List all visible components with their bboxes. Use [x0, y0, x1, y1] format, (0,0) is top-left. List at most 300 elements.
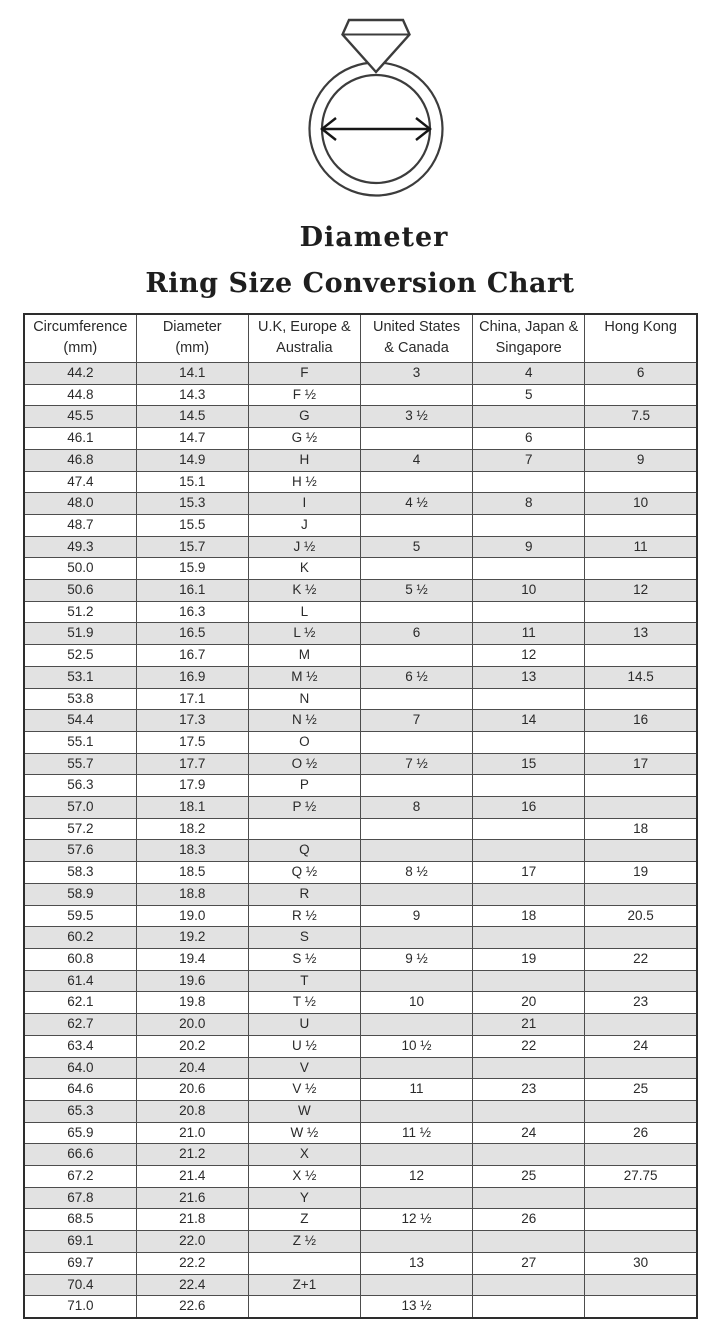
table-cell: 7 ½ [360, 753, 472, 775]
table-cell: 16 [473, 797, 585, 819]
table-cell [473, 1144, 585, 1166]
table-cell: L ½ [248, 623, 360, 645]
table-cell: 17.7 [136, 753, 248, 775]
table-row [24, 927, 697, 949]
table-cell: P ½ [248, 797, 360, 819]
table-cell [473, 1274, 585, 1296]
table-cell: S [248, 927, 360, 949]
table-cell: 9 [585, 449, 697, 471]
table-cell: 11 ½ [360, 1122, 472, 1144]
table-cell [585, 775, 697, 797]
table-cell: 17.5 [136, 731, 248, 753]
table-cell: 17 [473, 862, 585, 884]
table-row [24, 1166, 697, 1188]
table-cell: 14.5 [585, 666, 697, 688]
table-cell: 47.4 [24, 471, 136, 493]
table-cell: 15.3 [136, 493, 248, 515]
table-cell: 14.3 [136, 384, 248, 406]
table-row [24, 1122, 697, 1144]
table-cell: 19.4 [136, 948, 248, 970]
table-cell [585, 927, 697, 949]
table-row [24, 363, 697, 385]
table-row [24, 970, 697, 992]
table-cell: 14 [473, 710, 585, 732]
table-cell: 16.1 [136, 580, 248, 602]
table-cell [360, 601, 472, 623]
table-cell: 16.3 [136, 601, 248, 623]
table-cell: 12 [585, 580, 697, 602]
table-cell: 25 [473, 1166, 585, 1188]
table-cell: 48.0 [24, 493, 136, 515]
table-cell: 15.7 [136, 536, 248, 558]
table-cell: 21.6 [136, 1187, 248, 1209]
table-cell: O [248, 731, 360, 753]
table-row [24, 753, 697, 775]
table-body [24, 363, 697, 1318]
table-cell: X [248, 1144, 360, 1166]
page-title: Ring Size Conversion Chart [145, 268, 575, 299]
column-header: Diameter (mm) [136, 314, 248, 363]
table-row [24, 1209, 697, 1231]
table-cell: 16.9 [136, 666, 248, 688]
table-cell [360, 818, 472, 840]
table-cell: 22.0 [136, 1231, 248, 1253]
column-header: Circumference (mm) [24, 314, 136, 363]
table-cell: T ½ [248, 992, 360, 1014]
table-cell: 62.7 [24, 1014, 136, 1036]
table-cell [585, 688, 697, 710]
table-cell: 55.7 [24, 753, 136, 775]
table-cell: 18.2 [136, 818, 248, 840]
table-cell: 18 [585, 818, 697, 840]
table-cell: 6 ½ [360, 666, 472, 688]
table-cell: 21.0 [136, 1122, 248, 1144]
table-cell [360, 883, 472, 905]
table-row [24, 992, 697, 1014]
table-cell: 7 [360, 710, 472, 732]
table-cell: 63.4 [24, 1035, 136, 1057]
table-cell: 22.6 [136, 1296, 248, 1318]
table-cell [473, 970, 585, 992]
table-cell [585, 514, 697, 536]
table-cell [360, 558, 472, 580]
table-cell [473, 775, 585, 797]
table-cell: 19.8 [136, 992, 248, 1014]
table-cell [585, 384, 697, 406]
table-row [24, 623, 697, 645]
table-cell: 21.8 [136, 1209, 248, 1231]
table-cell [473, 1187, 585, 1209]
table-cell: 15.9 [136, 558, 248, 580]
table-cell [585, 1296, 697, 1318]
table-row [24, 1252, 697, 1274]
table-cell: 4 ½ [360, 493, 472, 515]
table-row [24, 948, 697, 970]
table-cell: 18.8 [136, 883, 248, 905]
table-cell: 14.1 [136, 363, 248, 385]
table-cell: 61.4 [24, 970, 136, 992]
diamond-ring-icon [296, 13, 456, 201]
table-cell [585, 1100, 697, 1122]
table-cell: N ½ [248, 710, 360, 732]
table-cell [473, 514, 585, 536]
table-cell [360, 1014, 472, 1036]
table-cell [585, 731, 697, 753]
table-row [24, 1057, 697, 1079]
table-cell: R ½ [248, 905, 360, 927]
table-cell: 8 ½ [360, 862, 472, 884]
table-cell: 5 [360, 536, 472, 558]
table-cell: 52.5 [24, 645, 136, 667]
table-cell: 22 [473, 1035, 585, 1057]
table-row [24, 1187, 697, 1209]
table-cell: 48.7 [24, 514, 136, 536]
table-cell: 68.5 [24, 1209, 136, 1231]
table-cell: Z ½ [248, 1231, 360, 1253]
table-cell: 65.3 [24, 1100, 136, 1122]
table-cell: 6 [585, 363, 697, 385]
table-cell [585, 471, 697, 493]
table-cell: 15.5 [136, 514, 248, 536]
table-cell: 13 ½ [360, 1296, 472, 1318]
table-cell [473, 840, 585, 862]
table-cell [248, 1252, 360, 1274]
table-cell: 6 [360, 623, 472, 645]
table-cell [473, 601, 585, 623]
table-row [24, 818, 697, 840]
column-header: U.K, Europe & Australia [248, 314, 360, 363]
table-cell: 8 [360, 797, 472, 819]
table-row [24, 514, 697, 536]
table-cell [585, 601, 697, 623]
table-cell: U ½ [248, 1035, 360, 1057]
table-cell [360, 645, 472, 667]
table-row [24, 449, 697, 471]
table-cell [585, 1209, 697, 1231]
table-cell: 9 ½ [360, 948, 472, 970]
table-cell: 20.0 [136, 1014, 248, 1036]
table-cell [473, 883, 585, 905]
table-cell: 50.0 [24, 558, 136, 580]
diameter-label: Diameter [299, 222, 449, 253]
table-cell: 44.8 [24, 384, 136, 406]
table-row [24, 558, 697, 580]
table-cell: X ½ [248, 1166, 360, 1188]
table-cell: W [248, 1100, 360, 1122]
table-cell: 4 [473, 363, 585, 385]
table-cell [360, 1231, 472, 1253]
table-cell: 18.1 [136, 797, 248, 819]
table-cell [585, 1144, 697, 1166]
table-cell: Z [248, 1209, 360, 1231]
table-cell: 16.7 [136, 645, 248, 667]
table-cell: 51.9 [24, 623, 136, 645]
table-row [24, 1274, 697, 1296]
table-cell [473, 1057, 585, 1079]
table-cell [360, 1100, 472, 1122]
table-cell: 26 [585, 1122, 697, 1144]
table-cell: 7 [473, 449, 585, 471]
table-header-row [24, 314, 697, 363]
table-cell: 18 [473, 905, 585, 927]
table-row [24, 905, 697, 927]
table-cell: 64.6 [24, 1079, 136, 1101]
table-cell: 20.6 [136, 1079, 248, 1101]
table-cell: 69.1 [24, 1231, 136, 1253]
table-cell: 3 ½ [360, 406, 472, 428]
table-cell: 44.2 [24, 363, 136, 385]
table-cell: 45.5 [24, 406, 136, 428]
table-cell: 25 [585, 1079, 697, 1101]
table-cell: 20 [473, 992, 585, 1014]
table-cell [248, 1296, 360, 1318]
table-cell: 50.6 [24, 580, 136, 602]
table-cell: 57.6 [24, 840, 136, 862]
table-cell: 16 [585, 710, 697, 732]
table-row [24, 580, 697, 602]
table-cell: 65.9 [24, 1122, 136, 1144]
table-cell [473, 471, 585, 493]
table-row [24, 406, 697, 428]
table-cell: M [248, 645, 360, 667]
table-cell: G ½ [248, 428, 360, 450]
table-cell [360, 514, 472, 536]
table-row [24, 1231, 697, 1253]
table-cell: I [248, 493, 360, 515]
table-cell: 58.9 [24, 883, 136, 905]
table-cell: 7.5 [585, 406, 697, 428]
table-cell: U [248, 1014, 360, 1036]
table-row [24, 666, 697, 688]
table-cell [473, 1231, 585, 1253]
table-row [24, 471, 697, 493]
table-cell: 21.2 [136, 1144, 248, 1166]
table-cell: 19.0 [136, 905, 248, 927]
table-cell [473, 688, 585, 710]
table-cell: M ½ [248, 666, 360, 688]
table-row [24, 428, 697, 450]
table-row [24, 862, 697, 884]
table-cell: 11 [473, 623, 585, 645]
table-cell: 21.4 [136, 1166, 248, 1188]
table-cell: 11 [360, 1079, 472, 1101]
diamond-ring-figure [296, 13, 456, 201]
table-cell: 55.1 [24, 731, 136, 753]
table-cell: 12 ½ [360, 1209, 472, 1231]
table-cell: 19.2 [136, 927, 248, 949]
table-cell: 56.3 [24, 775, 136, 797]
table-cell [360, 471, 472, 493]
table-cell: W ½ [248, 1122, 360, 1144]
table-cell [585, 1057, 697, 1079]
table-cell: 3 [360, 363, 472, 385]
table-cell: 67.8 [24, 1187, 136, 1209]
table-cell: O ½ [248, 753, 360, 775]
table-cell: 70.4 [24, 1274, 136, 1296]
table-cell: 15.1 [136, 471, 248, 493]
table-cell [360, 731, 472, 753]
table-cell [360, 1274, 472, 1296]
table-cell [473, 406, 585, 428]
table-row [24, 601, 697, 623]
table-cell: 10 ½ [360, 1035, 472, 1057]
table-cell: 13 [473, 666, 585, 688]
table-row [24, 883, 697, 905]
table-cell: 18.5 [136, 862, 248, 884]
table-cell: J ½ [248, 536, 360, 558]
table-cell: P [248, 775, 360, 797]
table-cell: 57.0 [24, 797, 136, 819]
table-row [24, 731, 697, 753]
table-cell [360, 428, 472, 450]
table-cell [585, 840, 697, 862]
table-cell: 12 [360, 1166, 472, 1188]
table-cell [473, 558, 585, 580]
table-cell [360, 970, 472, 992]
table-row [24, 797, 697, 819]
table-cell [360, 775, 472, 797]
table-cell: 24 [473, 1122, 585, 1144]
table-cell: 71.0 [24, 1296, 136, 1318]
table-cell: 4 [360, 449, 472, 471]
table-row [24, 710, 697, 732]
table-cell: 5 ½ [360, 580, 472, 602]
table-cell: 13 [360, 1252, 472, 1274]
table-cell: 9 [360, 905, 472, 927]
table-cell: 53.8 [24, 688, 136, 710]
table-cell [360, 840, 472, 862]
table-cell [473, 1100, 585, 1122]
table-cell: 19 [473, 948, 585, 970]
table-row [24, 775, 697, 797]
diameter-arrow-icon [322, 118, 430, 140]
table-cell: 14.5 [136, 406, 248, 428]
table-cell: 11 [585, 536, 697, 558]
table-cell [585, 797, 697, 819]
table-cell: F ½ [248, 384, 360, 406]
table-cell: 17 [585, 753, 697, 775]
table-row [24, 493, 697, 515]
table-cell: 26 [473, 1209, 585, 1231]
table-cell: 8 [473, 493, 585, 515]
table-cell: 10 [360, 992, 472, 1014]
table-row [24, 688, 697, 710]
table-row [24, 1035, 697, 1057]
table-cell: 49.3 [24, 536, 136, 558]
table-cell: 67.2 [24, 1166, 136, 1188]
table-cell [360, 1144, 472, 1166]
table-cell: 60.8 [24, 948, 136, 970]
table-cell: 12 [473, 645, 585, 667]
table-cell: Q [248, 840, 360, 862]
table-cell: 27 [473, 1252, 585, 1274]
table-cell: 62.1 [24, 992, 136, 1014]
table-cell [473, 1296, 585, 1318]
table-row [24, 1100, 697, 1122]
table-cell: 10 [473, 580, 585, 602]
table-cell [585, 883, 697, 905]
table-cell [585, 1231, 697, 1253]
conversion-table [23, 313, 698, 1319]
table-cell: 46.8 [24, 449, 136, 471]
column-header: Hong Kong [585, 314, 697, 363]
table-cell [360, 384, 472, 406]
table-cell [585, 558, 697, 580]
table-cell: 14.9 [136, 449, 248, 471]
table-cell: Z+1 [248, 1274, 360, 1296]
table-cell: 22.4 [136, 1274, 248, 1296]
table-cell: S ½ [248, 948, 360, 970]
table-cell: K [248, 558, 360, 580]
table-cell [360, 1057, 472, 1079]
table-cell: 13 [585, 623, 697, 645]
table-row [24, 1144, 697, 1166]
table-cell [360, 688, 472, 710]
table-cell: 24 [585, 1035, 697, 1057]
table-cell: 20.2 [136, 1035, 248, 1057]
table-cell: J [248, 514, 360, 536]
table-cell: 59.5 [24, 905, 136, 927]
table-cell: 17.1 [136, 688, 248, 710]
table-cell: N [248, 688, 360, 710]
table-row [24, 840, 697, 862]
table-cell [248, 818, 360, 840]
table-row [24, 384, 697, 406]
table-cell [585, 1187, 697, 1209]
table-cell: 16.5 [136, 623, 248, 645]
table-cell: 17.9 [136, 775, 248, 797]
table-cell: 20.4 [136, 1057, 248, 1079]
table-cell: 23 [473, 1079, 585, 1101]
table-cell [585, 970, 697, 992]
table-cell: Q ½ [248, 862, 360, 884]
column-header: United States & Canada [360, 314, 472, 363]
table-cell: H ½ [248, 471, 360, 493]
table-cell: T [248, 970, 360, 992]
table-cell: L [248, 601, 360, 623]
table-row [24, 1014, 697, 1036]
table-cell: 19.6 [136, 970, 248, 992]
table-cell: 19 [585, 862, 697, 884]
table-cell: 20.5 [585, 905, 697, 927]
table-cell: 6 [473, 428, 585, 450]
table-cell: K ½ [248, 580, 360, 602]
table-cell [360, 927, 472, 949]
table-cell: 30 [585, 1252, 697, 1274]
column-header: China, Japan & Singapore [473, 314, 585, 363]
table-cell [585, 645, 697, 667]
table-cell: 22 [585, 948, 697, 970]
table-cell: R [248, 883, 360, 905]
table-cell: Y [248, 1187, 360, 1209]
table-cell: 53.1 [24, 666, 136, 688]
table-cell: 51.2 [24, 601, 136, 623]
table-cell: 21 [473, 1014, 585, 1036]
table-cell [585, 428, 697, 450]
table-cell: 18.3 [136, 840, 248, 862]
table-cell: 17.3 [136, 710, 248, 732]
table-cell: 14.7 [136, 428, 248, 450]
table-cell: 9 [473, 536, 585, 558]
table-cell [585, 1014, 697, 1036]
table-cell: 23 [585, 992, 697, 1014]
table-cell: 66.6 [24, 1144, 136, 1166]
table-cell [473, 927, 585, 949]
table-cell: 5 [473, 384, 585, 406]
table-cell: 60.2 [24, 927, 136, 949]
table-cell: 10 [585, 493, 697, 515]
table-cell: 20.8 [136, 1100, 248, 1122]
